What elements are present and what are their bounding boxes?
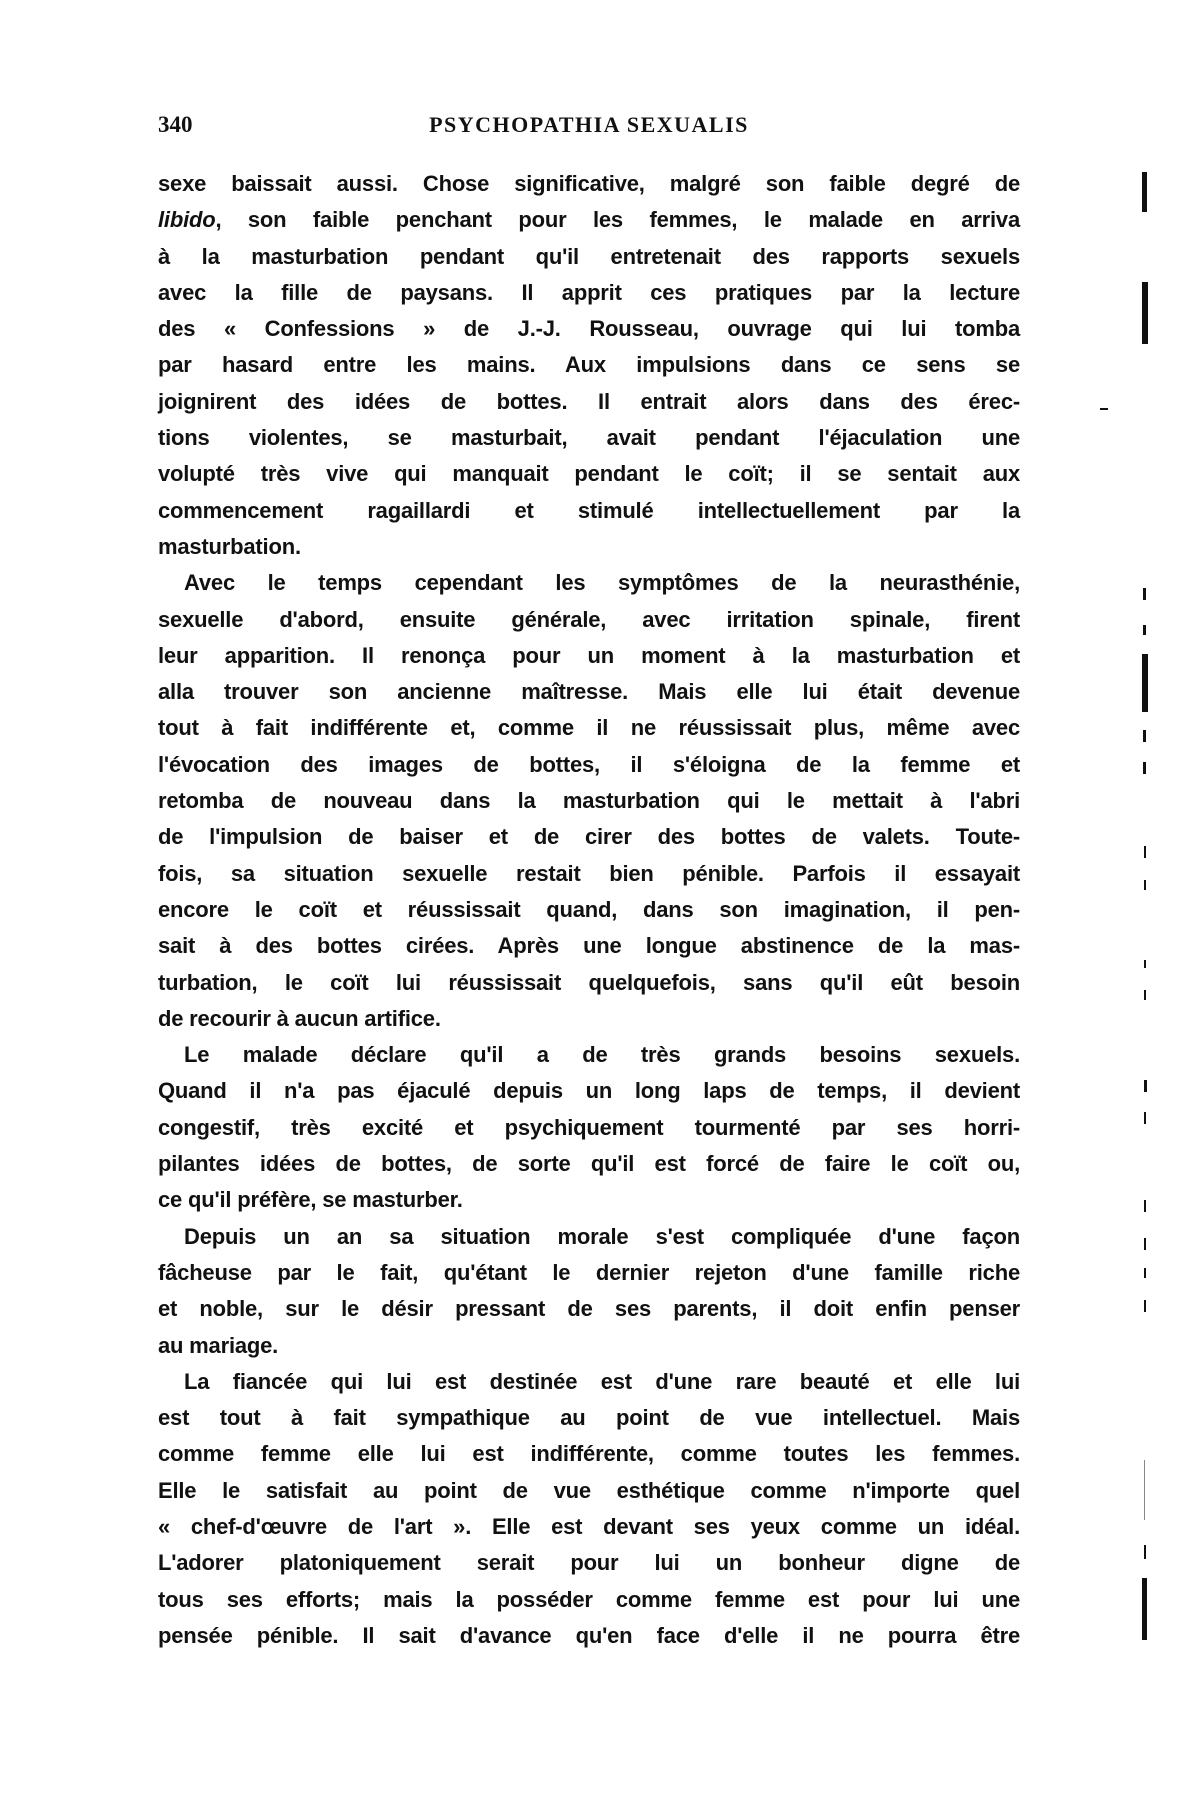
text-line: et noble, sur le désir pressant de ses parents, il doit enfin penser bbox=[158, 1296, 1020, 1322]
text-line: ce qu'il préfère, se masturber. bbox=[158, 1187, 463, 1213]
text-line: sait à des bottes cirées. Après une longue abstinence de la mas- bbox=[158, 933, 1020, 959]
text-line: tout à fait indifférente et, comme il ne réussissait plus, même avec bbox=[158, 715, 1020, 741]
margin-mark bbox=[1144, 960, 1146, 968]
page-header bbox=[158, 112, 1020, 146]
text-line: sexe baissait aussi. Chose significative, malgré son faible degré de bbox=[158, 171, 1020, 196]
text-line: commencement ragaillardi et stimulé intellectuellement par la bbox=[158, 497, 1020, 523]
text-line: fâcheuse par le fait, qu'étant le dernier rejeton d'une famille riche bbox=[158, 1259, 1020, 1285]
margin-mark bbox=[1142, 654, 1148, 712]
text-line: sexuelle d'abord, ensuite générale, avec irritation spinale, firent bbox=[158, 606, 1020, 632]
text-line: alla trouver son ancienne maîtresse. Mais elle lui était devenue bbox=[158, 679, 1020, 705]
paragraph bbox=[158, 1219, 1020, 1364]
text-line: congestif, très excité et psychiquement tourmenté par ses horri- bbox=[158, 1114, 1020, 1140]
text-line: L'adorer platoniquement serait pour lui un bonheur digne de bbox=[158, 1550, 1020, 1576]
margin-mark bbox=[1144, 1300, 1146, 1312]
italic-term: libido bbox=[158, 207, 216, 233]
text-line: avec la fille de paysans. Il apprit ces pratiques par la lecture bbox=[158, 279, 1020, 305]
text-line: volupté très vive qui manquait pendant le coït; il se sentait aux bbox=[158, 461, 1020, 487]
text-line bbox=[158, 202, 1020, 238]
text-line: turbation, le coït lui réussissait quelquefois, sans qu'il eût besoin bbox=[158, 969, 1020, 995]
text-line: tions violentes, se masturbait, avait pendant l'éjaculation une bbox=[158, 425, 1020, 451]
text-line: fois, sa situation sexuelle restait bien pénible. Parfois il essayait bbox=[158, 860, 1020, 886]
margin-mark bbox=[1143, 625, 1146, 635]
text-line: tous ses efforts; mais la posséder comme femme est pour lui une bbox=[158, 1586, 1020, 1612]
margin-mark bbox=[1142, 282, 1148, 344]
text-line: encore le coït et réussissait quand, dans son imagination, il pen- bbox=[158, 896, 1020, 922]
text-line: des « Confessions » de J.-J. Rousseau, ouvrage qui lui tomba bbox=[158, 316, 1020, 342]
margin-mark bbox=[1144, 846, 1146, 858]
margin-mark bbox=[1143, 762, 1146, 774]
page-body bbox=[158, 166, 1020, 1654]
paragraph bbox=[158, 1364, 1020, 1654]
line-text: , son faible penchant pour les femmes, le malade en arriva bbox=[215, 207, 1020, 233]
text-line: par hasard entre les mains. Aux impulsions dans ce sens se bbox=[158, 352, 1020, 378]
margin-mark bbox=[1144, 880, 1146, 890]
margin-mark bbox=[1142, 1578, 1147, 1640]
text-line: l'évocation des images de bottes, il s'éloigna de la femme et bbox=[158, 751, 1020, 777]
text-line: pilantes idées de bottes, de sorte qu'il est forcé de faire le coït ou, bbox=[158, 1151, 1020, 1177]
margin-mark bbox=[1144, 990, 1146, 1000]
paragraph bbox=[158, 565, 1020, 1037]
text-line: au mariage. bbox=[158, 1332, 279, 1358]
text-line: Depuis un an sa situation morale s'est compliquée d'une façon bbox=[184, 1223, 1020, 1249]
text-line: masturbation. bbox=[158, 533, 301, 559]
text-line: Elle le satisfait au point de vue esthétique comme n'importe quel bbox=[158, 1477, 1020, 1503]
running-title: PSYCHOPATHIA SEXUALIS bbox=[429, 112, 749, 137]
text-line: comme femme elle lui est indifférente, comme toutes les femmes. bbox=[158, 1441, 1020, 1467]
margin-mark bbox=[1144, 1200, 1146, 1212]
text-line: Le malade déclare qu'il a de très grands besoins sexuels. bbox=[184, 1042, 1020, 1068]
page-number: 340 bbox=[158, 112, 193, 137]
margin-mark bbox=[1144, 1112, 1146, 1124]
text-line: est tout à fait sympathique au point de vue intellectuel. Mais bbox=[158, 1405, 1020, 1431]
margin-mark bbox=[1143, 588, 1146, 600]
margin-mark bbox=[1144, 1080, 1147, 1092]
margin-mark bbox=[1100, 408, 1108, 410]
text-line: Quand il n'a pas éjaculé depuis un long laps de temps, il devient bbox=[158, 1078, 1020, 1104]
text-line: « chef-d'œuvre de l'art ». Elle est devant ses yeux comme un idéal. bbox=[158, 1513, 1020, 1539]
text-line: pensée pénible. Il sait d'avance qu'en face d'elle il ne pourra être bbox=[158, 1622, 1020, 1648]
paragraph bbox=[158, 166, 1020, 565]
text-line: joignirent des idées de bottes. Il entrait alors dans des érec- bbox=[158, 388, 1020, 414]
margin-mark bbox=[1143, 730, 1146, 742]
margin-mark bbox=[1144, 1460, 1145, 1520]
text-line: retomba de nouveau dans la masturbation qui le mettait à l'abri bbox=[158, 788, 1020, 814]
text-line: de recourir à aucun artifice. bbox=[158, 1005, 441, 1031]
text-line: à la masturbation pendant qu'il entretenait des rapports sexuels bbox=[158, 243, 1020, 269]
text-line: de l'impulsion de baiser et de cirer des bottes de valets. Toute- bbox=[158, 824, 1020, 850]
margin-mark bbox=[1144, 1268, 1146, 1278]
paragraph bbox=[158, 1037, 1020, 1218]
margin-mark bbox=[1142, 172, 1147, 212]
text-line: La fiancée qui lui est destinée est d'une rare beauté et elle lui bbox=[184, 1368, 1020, 1394]
margin-mark bbox=[1144, 1545, 1146, 1559]
text-line: leur apparition. Il renonça pour un moment à la masturbation et bbox=[158, 642, 1020, 668]
margin-mark bbox=[1144, 1238, 1146, 1250]
text-line: Avec le temps cependant les symptômes de la neurasthénie, bbox=[184, 570, 1020, 596]
